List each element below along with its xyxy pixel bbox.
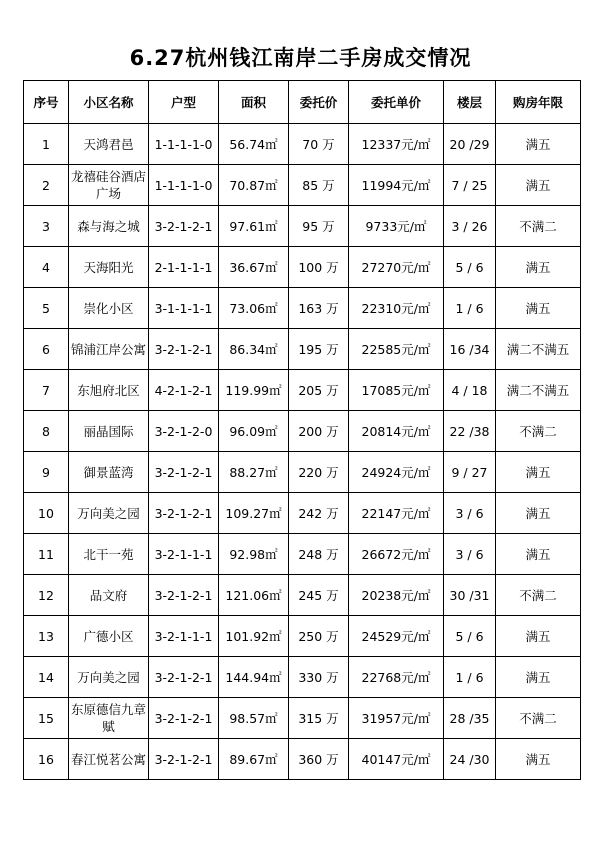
layout-cell: 3-2-1-1-1 bbox=[149, 534, 219, 575]
header-cell: 小区名称 bbox=[69, 81, 149, 124]
row-number-cell: 15 bbox=[24, 698, 69, 739]
community-name-cell: 东原德信九章赋 bbox=[69, 698, 149, 739]
row-number-cell: 11 bbox=[24, 534, 69, 575]
table-row bbox=[24, 288, 581, 329]
community-name-cell: 东旭府北区 bbox=[69, 370, 149, 411]
asking-price-cell: 163 万 bbox=[289, 288, 349, 329]
asking-price-cell: 360 万 bbox=[289, 739, 349, 780]
community-name-cell: 崇化小区 bbox=[69, 288, 149, 329]
asking-price-cell: 330 万 bbox=[289, 657, 349, 698]
ownership-years-cell: 满五 bbox=[496, 657, 581, 698]
layout-cell: 1-1-1-1-0 bbox=[149, 165, 219, 206]
community-name-cell: 龙禧硅谷酒店广场 bbox=[69, 165, 149, 206]
asking-price-cell: 248 万 bbox=[289, 534, 349, 575]
page-title: 6.27杭州钱江南岸二手房成交情况 bbox=[129, 46, 472, 70]
ownership-years-cell: 不满二 bbox=[496, 575, 581, 616]
ownership-years-cell: 满二不满五 bbox=[496, 329, 581, 370]
table-row bbox=[24, 739, 581, 780]
asking-price-cell: 85 万 bbox=[289, 165, 349, 206]
area-cell: 89.67㎡ bbox=[219, 739, 289, 780]
layout-cell: 1-1-1-1-0 bbox=[149, 124, 219, 165]
table-row bbox=[24, 657, 581, 698]
row-number-cell: 16 bbox=[24, 739, 69, 780]
unit-price-cell: 24529元/㎡ bbox=[349, 616, 444, 657]
row-number-cell: 6 bbox=[24, 329, 69, 370]
table-row bbox=[24, 452, 581, 493]
row-number-cell: 9 bbox=[24, 452, 69, 493]
area-cell: 86.34㎡ bbox=[219, 329, 289, 370]
area-cell: 36.67㎡ bbox=[219, 247, 289, 288]
header-cell: 委托价 bbox=[289, 81, 349, 124]
asking-price-cell: 95 万 bbox=[289, 206, 349, 247]
layout-cell: 3-2-1-2-1 bbox=[149, 493, 219, 534]
asking-price-cell: 250 万 bbox=[289, 616, 349, 657]
floor-cell: 1 / 6 bbox=[444, 657, 496, 698]
floor-cell: 3 / 26 bbox=[444, 206, 496, 247]
unit-price-cell: 22768元/㎡ bbox=[349, 657, 444, 698]
header-cell: 面积 bbox=[219, 81, 289, 124]
layout-cell: 3-2-1-2-1 bbox=[149, 206, 219, 247]
community-name-cell: 锦浦江岸公寓 bbox=[69, 329, 149, 370]
row-number-cell: 7 bbox=[24, 370, 69, 411]
table-row bbox=[24, 616, 581, 657]
header-cell: 序号 bbox=[24, 81, 69, 124]
community-name-cell: 北干一苑 bbox=[69, 534, 149, 575]
ownership-years-cell: 满五 bbox=[496, 493, 581, 534]
unit-price-cell: 20814元/㎡ bbox=[349, 411, 444, 452]
area-cell: 98.57㎡ bbox=[219, 698, 289, 739]
floor-cell: 3 / 6 bbox=[444, 493, 496, 534]
asking-price-cell: 200 万 bbox=[289, 411, 349, 452]
community-name-cell: 天鸿君邑 bbox=[69, 124, 149, 165]
table-row bbox=[24, 165, 581, 206]
row-number-cell: 12 bbox=[24, 575, 69, 616]
community-name-cell: 万向美之园 bbox=[69, 657, 149, 698]
unit-price-cell: 12337元/㎡ bbox=[349, 124, 444, 165]
community-name-cell: 春江悦茗公寓 bbox=[69, 739, 149, 780]
asking-price-cell: 242 万 bbox=[289, 493, 349, 534]
area-cell: 121.06㎡ bbox=[219, 575, 289, 616]
row-number-cell: 13 bbox=[24, 616, 69, 657]
table-row bbox=[24, 124, 581, 165]
community-name-cell: 御景蓝湾 bbox=[69, 452, 149, 493]
area-cell: 97.61㎡ bbox=[219, 206, 289, 247]
row-number-cell: 5 bbox=[24, 288, 69, 329]
area-cell: 73.06㎡ bbox=[219, 288, 289, 329]
table-row bbox=[24, 370, 581, 411]
ownership-years-cell: 满五 bbox=[496, 165, 581, 206]
floor-cell: 20 /29 bbox=[444, 124, 496, 165]
transactions-table bbox=[23, 80, 581, 780]
asking-price-cell: 220 万 bbox=[289, 452, 349, 493]
table-row bbox=[24, 698, 581, 739]
table-row bbox=[24, 534, 581, 575]
floor-cell: 9 / 27 bbox=[444, 452, 496, 493]
area-cell: 119.99㎡ bbox=[219, 370, 289, 411]
area-cell: 70.87㎡ bbox=[219, 165, 289, 206]
unit-price-cell: 9733元/㎡ bbox=[349, 206, 444, 247]
ownership-years-cell: 不满二 bbox=[496, 698, 581, 739]
table-row bbox=[24, 493, 581, 534]
row-number-cell: 2 bbox=[24, 165, 69, 206]
layout-cell: 3-1-1-1-1 bbox=[149, 288, 219, 329]
unit-price-cell: 27270元/㎡ bbox=[349, 247, 444, 288]
row-number-cell: 8 bbox=[24, 411, 69, 452]
area-cell: 144.94㎡ bbox=[219, 657, 289, 698]
floor-cell: 22 /38 bbox=[444, 411, 496, 452]
area-cell: 96.09㎡ bbox=[219, 411, 289, 452]
layout-cell: 3-2-1-2-1 bbox=[149, 739, 219, 780]
asking-price-cell: 195 万 bbox=[289, 329, 349, 370]
layout-cell: 3-2-1-2-1 bbox=[149, 329, 219, 370]
ownership-years-cell: 不满二 bbox=[496, 411, 581, 452]
layout-cell: 3-2-1-1-1 bbox=[149, 616, 219, 657]
layout-cell: 3-2-1-2-1 bbox=[149, 657, 219, 698]
floor-cell: 28 /35 bbox=[444, 698, 496, 739]
header-cell: 楼层 bbox=[444, 81, 496, 124]
floor-cell: 4 / 18 bbox=[444, 370, 496, 411]
floor-cell: 7 / 25 bbox=[444, 165, 496, 206]
layout-cell: 2-1-1-1-1 bbox=[149, 247, 219, 288]
row-number-cell: 10 bbox=[24, 493, 69, 534]
community-name-cell: 品文府 bbox=[69, 575, 149, 616]
layout-cell: 3-2-1-2-1 bbox=[149, 452, 219, 493]
ownership-years-cell: 满五 bbox=[496, 124, 581, 165]
unit-price-cell: 24924元/㎡ bbox=[349, 452, 444, 493]
unit-price-cell: 31957元/㎡ bbox=[349, 698, 444, 739]
layout-cell: 3-2-1-2-0 bbox=[149, 411, 219, 452]
unit-price-cell: 17085元/㎡ bbox=[349, 370, 444, 411]
table-row bbox=[24, 411, 581, 452]
community-name-cell: 广德小区 bbox=[69, 616, 149, 657]
floor-cell: 30 /31 bbox=[444, 575, 496, 616]
unit-price-cell: 26672元/㎡ bbox=[349, 534, 444, 575]
area-cell: 109.27㎡ bbox=[219, 493, 289, 534]
asking-price-cell: 70 万 bbox=[289, 124, 349, 165]
header-cell: 购房年限 bbox=[496, 81, 581, 124]
unit-price-cell: 22585元/㎡ bbox=[349, 329, 444, 370]
area-cell: 88.27㎡ bbox=[219, 452, 289, 493]
asking-price-cell: 245 万 bbox=[289, 575, 349, 616]
header-cell: 户型 bbox=[149, 81, 219, 124]
header-row bbox=[24, 81, 581, 124]
ownership-years-cell: 满五 bbox=[496, 247, 581, 288]
unit-price-cell: 40147元/㎡ bbox=[349, 739, 444, 780]
asking-price-cell: 315 万 bbox=[289, 698, 349, 739]
unit-price-cell: 22310元/㎡ bbox=[349, 288, 444, 329]
floor-cell: 5 / 6 bbox=[444, 616, 496, 657]
community-name-cell: 丽晶国际 bbox=[69, 411, 149, 452]
layout-cell: 3-2-1-2-1 bbox=[149, 698, 219, 739]
community-name-cell: 万向美之园 bbox=[69, 493, 149, 534]
area-cell: 56.74㎡ bbox=[219, 124, 289, 165]
layout-cell: 3-2-1-2-1 bbox=[149, 575, 219, 616]
ownership-years-cell: 满五 bbox=[496, 452, 581, 493]
area-cell: 101.92㎡ bbox=[219, 616, 289, 657]
row-number-cell: 1 bbox=[24, 124, 69, 165]
row-number-cell: 3 bbox=[24, 206, 69, 247]
floor-cell: 16 /34 bbox=[444, 329, 496, 370]
unit-price-cell: 22147元/㎡ bbox=[349, 493, 444, 534]
header-cell: 委托单价 bbox=[349, 81, 444, 124]
ownership-years-cell: 满五 bbox=[496, 534, 581, 575]
ownership-years-cell: 满二不满五 bbox=[496, 370, 581, 411]
floor-cell: 24 /30 bbox=[444, 739, 496, 780]
table-row bbox=[24, 575, 581, 616]
table-row bbox=[24, 206, 581, 247]
table-row bbox=[24, 247, 581, 288]
ownership-years-cell: 满五 bbox=[496, 616, 581, 657]
ownership-years-cell: 满五 bbox=[496, 288, 581, 329]
community-name-cell: 森与海之城 bbox=[69, 206, 149, 247]
asking-price-cell: 100 万 bbox=[289, 247, 349, 288]
floor-cell: 3 / 6 bbox=[444, 534, 496, 575]
unit-price-cell: 11994元/㎡ bbox=[349, 165, 444, 206]
community-name-cell: 天海阳光 bbox=[69, 247, 149, 288]
area-cell: 92.98㎡ bbox=[219, 534, 289, 575]
floor-cell: 1 / 6 bbox=[444, 288, 496, 329]
floor-cell: 5 / 6 bbox=[444, 247, 496, 288]
unit-price-cell: 20238元/㎡ bbox=[349, 575, 444, 616]
asking-price-cell: 205 万 bbox=[289, 370, 349, 411]
layout-cell: 4-2-1-2-1 bbox=[149, 370, 219, 411]
row-number-cell: 4 bbox=[24, 247, 69, 288]
row-number-cell: 14 bbox=[24, 657, 69, 698]
ownership-years-cell: 不满二 bbox=[496, 206, 581, 247]
ownership-years-cell: 满五 bbox=[496, 739, 581, 780]
table-row bbox=[24, 329, 581, 370]
